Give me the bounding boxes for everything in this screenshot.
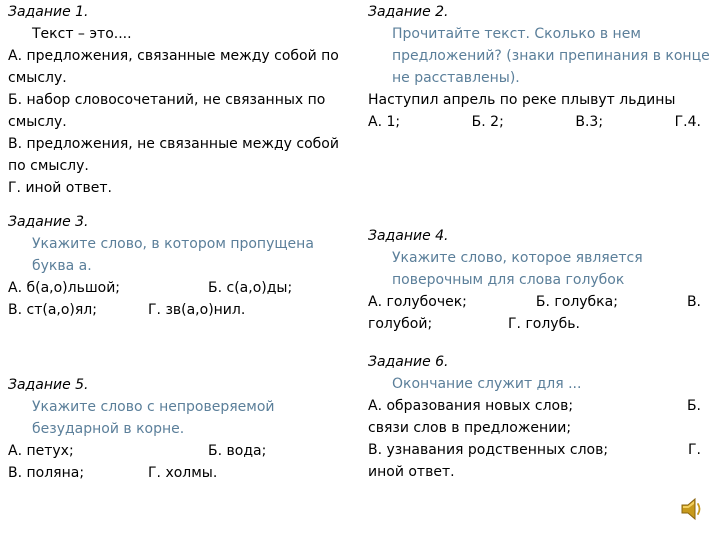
task-3 [8,211,348,321]
task-4-option-v-text: голубой; [368,316,433,332]
task-3-heading: Задание 3. [8,214,89,230]
task-5 [8,374,348,484]
task-2-option-b: Б. 2; [471,114,504,130]
task-4-option-b: Б. голубка; [535,294,618,310]
task-3-question: Укажите слово, в котором пропущена буква а. [32,236,314,274]
task-3-option-v: В. ст(а,о)ял; [8,302,97,318]
task-6-option-g-label: Г. [688,442,701,458]
task-6-question: Окончание служит для ... [392,376,582,392]
task-2-option-g: Г.4. [674,114,701,130]
task-3-option-a: А. б(а,о)льшой; [8,280,121,296]
task-5-heading: Задание 5. [8,377,89,393]
task-4-options-row-1 [368,291,713,313]
task-6 [368,351,713,483]
task-6-heading: Задание 6. [368,354,449,370]
task-5-options-row-2 [8,462,348,484]
task-1-question: Текст – это.... [32,26,132,42]
task-6-line-1 [368,395,713,417]
task-1-option-b: Б. набор словосочетаний, не связанных по смыслу. [8,92,326,130]
task-4-options-row-2 [368,313,713,335]
task-3-option-g: Г. зв(а,о)нил. [148,302,246,318]
task-6-option-v: В. узнавания родственных слов; [368,442,609,458]
task-1-option-v: В. предложения, не связанные между собой по смыслу. [8,136,339,174]
task-1-option-g: Г. иной ответ. [8,180,112,196]
task-2-option-a: А. 1; [368,114,401,130]
task-6-option-g-text: иной ответ. [368,464,455,480]
speaker-icon[interactable] [679,496,705,522]
task-1 [8,1,354,199]
task-2-question: Прочитайте текст. Сколько в нем предложений? (знаки препинания в конце не расставлены). [392,26,710,86]
task-5-option-a: А. петух; [8,443,74,459]
task-3-options-row-1 [8,277,348,299]
task-6-option-b-label: Б. [686,398,701,414]
task-5-question: Укажите слово с непроверяемой безударной в корне. [32,399,275,437]
task-2-options [368,111,713,133]
task-6-line-3 [368,439,713,461]
task-2 [368,1,713,133]
task-3-options-row-2 [8,299,348,321]
task-1-heading: Задание 1. [8,4,89,20]
task-4 [368,225,713,335]
task-4-heading: Задание 4. [368,228,449,244]
task-5-option-v: В. поляна; [8,465,85,481]
task-5-option-b: Б. вода; [208,443,267,459]
task-1-option-a: А. предложения, связанные между собой по смыслу. [8,48,339,86]
task-5-option-g: Г. холмы. [148,465,218,481]
task-6-option-a: А. образования новых слов; [368,398,574,414]
task-4-option-a: А. голубочек; [368,294,467,310]
task-4-option-v-label: В. [686,294,701,310]
task-4-option-g: Г. голубь. [508,316,580,332]
task-6-option-b-text: связи слов в предложении; [368,420,572,436]
task-2-text: Наступил апрель по реке плывут льдины [368,92,676,108]
task-4-question: Укажите слово, которое является поверочным для слова голубок [392,250,643,288]
task-2-heading: Задание 2. [368,4,449,20]
task-2-option-v: В.3; [575,114,604,130]
task-5-options-row-1 [8,440,348,462]
task-3-option-b: Б. с(а,о)ды; [208,280,293,296]
